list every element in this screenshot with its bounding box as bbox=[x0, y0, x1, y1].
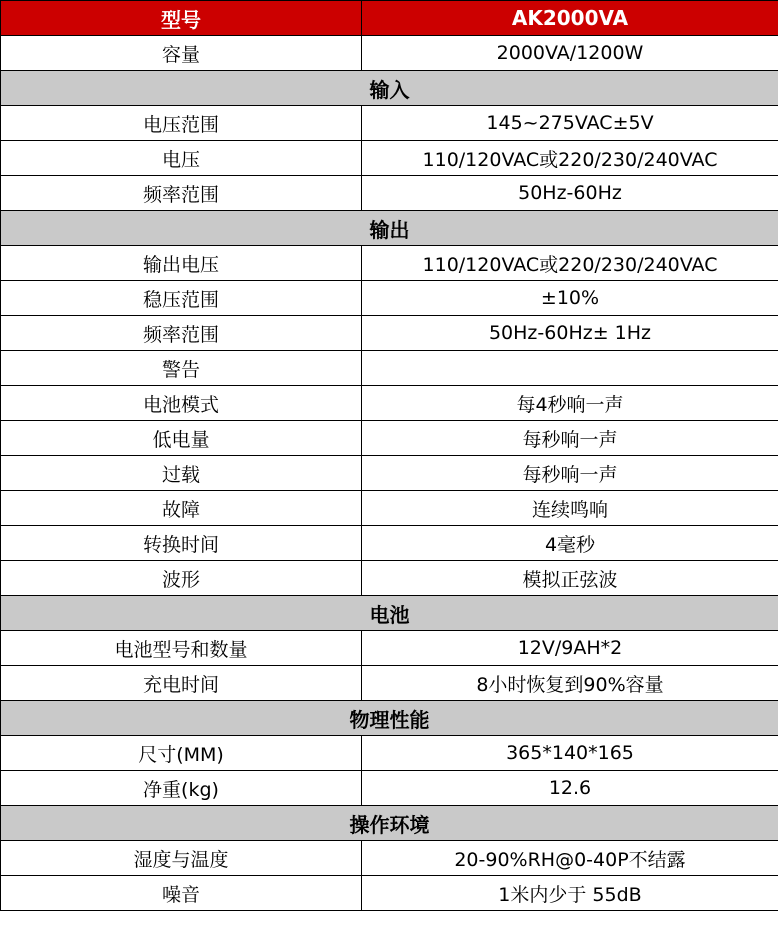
spec-label: 稳压范围 bbox=[1, 281, 362, 316]
table-row bbox=[1, 526, 778, 561]
spec-value: 110/120VAC或220/230/240VAC bbox=[362, 246, 778, 281]
spec-label: 噪音 bbox=[1, 876, 362, 911]
table-row bbox=[1, 561, 778, 596]
table-row bbox=[1, 666, 778, 701]
spec-value: 每秒响一声 bbox=[362, 421, 778, 456]
section-row bbox=[1, 211, 778, 246]
section-row bbox=[1, 71, 778, 106]
spec-value: 2000VA/1200W bbox=[362, 36, 778, 71]
spec-value: 12.6 bbox=[362, 771, 778, 806]
table-row bbox=[1, 36, 778, 71]
spec-value: 每秒响一声 bbox=[362, 456, 778, 491]
spec-label: 充电时间 bbox=[1, 666, 362, 701]
spec-value: 连续鸣响 bbox=[362, 491, 778, 526]
spec-value: 模拟正弦波 bbox=[362, 561, 778, 596]
spec-label: 电压 bbox=[1, 141, 362, 176]
table-row bbox=[1, 876, 778, 911]
spec-label: 净重(kg) bbox=[1, 771, 362, 806]
spec-value: 4毫秒 bbox=[362, 526, 778, 561]
table-row bbox=[1, 456, 778, 491]
spec-value: 145~275VAC±5V bbox=[362, 106, 778, 141]
table-row bbox=[1, 316, 778, 351]
spec-value: 12V/9AH*2 bbox=[362, 631, 778, 666]
table-row bbox=[1, 736, 778, 771]
spec-label: 容量 bbox=[1, 36, 362, 71]
spec-label: 故障 bbox=[1, 491, 362, 526]
spec-label: 电池型号和数量 bbox=[1, 631, 362, 666]
spec-value: 1米内少于 55dB bbox=[362, 876, 778, 911]
table-row bbox=[1, 246, 778, 281]
spec-label: 电池模式 bbox=[1, 386, 362, 421]
table-row bbox=[1, 386, 778, 421]
spec-label: 尺寸(MM) bbox=[1, 736, 362, 771]
spec-label: 警告 bbox=[1, 351, 362, 386]
spec-label: 频率范围 bbox=[1, 176, 362, 211]
section-title: 输入 bbox=[1, 71, 778, 106]
section-row bbox=[1, 806, 778, 841]
table-row bbox=[1, 176, 778, 211]
spec-value: 20-90%RH@0-40P不结露 bbox=[362, 841, 778, 876]
spec-label: 输出电压 bbox=[1, 246, 362, 281]
table-row bbox=[1, 351, 778, 386]
spec-body bbox=[1, 36, 778, 911]
spec-value: 50Hz-60Hz bbox=[362, 176, 778, 211]
spec-label: 过载 bbox=[1, 456, 362, 491]
spec-label: 电压范围 bbox=[1, 106, 362, 141]
table-row bbox=[1, 281, 778, 316]
header-model: AK2000VA bbox=[362, 1, 778, 36]
spec-label: 低电量 bbox=[1, 421, 362, 456]
table-row bbox=[1, 141, 778, 176]
spec-value: 365*140*165 bbox=[362, 736, 778, 771]
spec-value bbox=[362, 351, 778, 386]
section-title: 物理性能 bbox=[1, 701, 778, 736]
spec-value: ±10% bbox=[362, 281, 778, 316]
table-row bbox=[1, 841, 778, 876]
table-row bbox=[1, 491, 778, 526]
header-row bbox=[1, 1, 778, 36]
spec-label: 湿度与温度 bbox=[1, 841, 362, 876]
spec-value: 50Hz-60Hz± 1Hz bbox=[362, 316, 778, 351]
table-row bbox=[1, 106, 778, 141]
section-title: 输出 bbox=[1, 211, 778, 246]
section-title: 操作环境 bbox=[1, 806, 778, 841]
spec-value: 8小时恢复到90%容量 bbox=[362, 666, 778, 701]
table-row bbox=[1, 771, 778, 806]
table-row bbox=[1, 421, 778, 456]
spec-value: 每4秒响一声 bbox=[362, 386, 778, 421]
table-row bbox=[1, 631, 778, 666]
section-title: 电池 bbox=[1, 596, 778, 631]
spec-label: 转换时间 bbox=[1, 526, 362, 561]
header-label: 型号 bbox=[1, 1, 362, 36]
section-row bbox=[1, 701, 778, 736]
spec-value: 110/120VAC或220/230/240VAC bbox=[362, 141, 778, 176]
section-row bbox=[1, 596, 778, 631]
spec-label: 频率范围 bbox=[1, 316, 362, 351]
spec-label: 波形 bbox=[1, 561, 362, 596]
